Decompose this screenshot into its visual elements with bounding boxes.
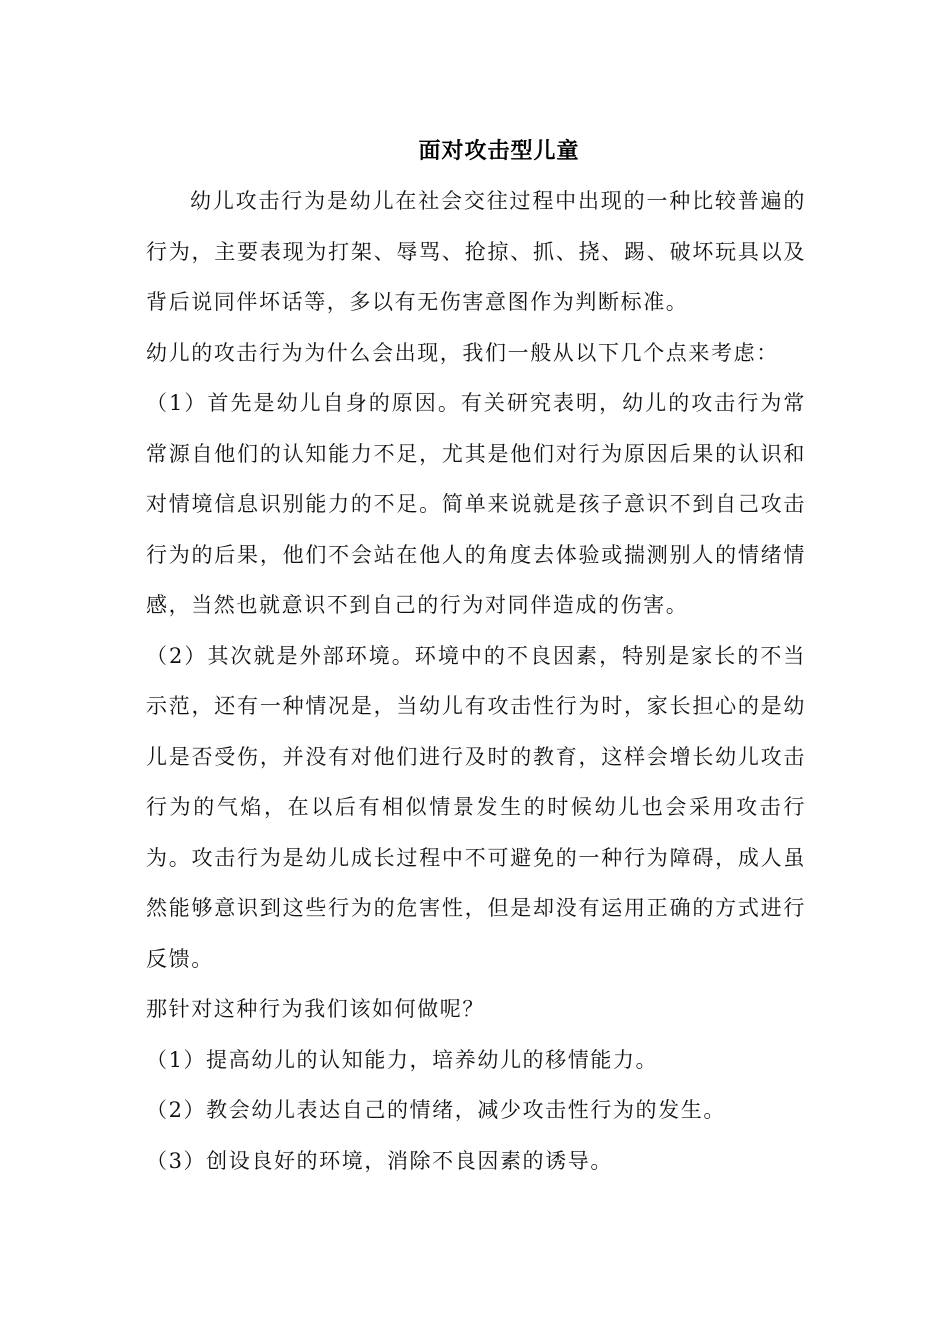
solution-2-paragraph: （2）教会幼儿表达自己的情绪，减少攻击性行为的发生。	[146, 1098, 726, 1122]
reason-2-paragraph: （2）其次就是外部环境。环境中的不良因素，特别是家长的不当示范，还有一种情况是，当幼儿有攻击性行为时，家长担心的是幼儿是否受伤，并没有对他们进行及时的教育，这样会增长幼儿攻击行为的气焰，在以后有相似情景发生的时候幼儿也会采用攻击行为。攻击行为是幼儿成长过程中不可避免的一种行为障碍，成人虽然能够意识到这些行为的危害性，但是却没有运用正确的方式进行反馈。	[146, 643, 806, 971]
document-body	[146, 176, 806, 1186]
solution-1-paragraph: （1）提高幼儿的认知能力，培养幼儿的移情能力。	[146, 1047, 659, 1072]
reason-1-paragraph: （1）首先是幼儿自身的原因。有关研究表明，幼儿的攻击行为常常源自他们的认知能力不足，尤其是他们对行为原因后果的认识和对情境信息识别能力的不足。简单来说就是孩子意识不到自己攻击行为的后果，他们不会站在他人的角度去体验或揣测别人的情绪情感，当然也就意识不到自己的行为对同伴造成的伤害。	[146, 391, 806, 617]
intro-paragraph: 幼儿攻击行为是幼儿在社会交往过程中出现的一种比较普遍的行为，主要表现为打架、辱骂、抢掠、抓、挠、踢、破坏玩具以及背后说同伴坏话等，多以有无伤害意图作为判断标准。	[146, 189, 806, 314]
question-paragraph: 幼儿的攻击行为为什么会出现，我们一般从以下几个点来考虑：	[146, 340, 779, 365]
solution-question-paragraph: 那针对这种行为我们该如何做呢？	[146, 997, 485, 1021]
document-title: 面对攻击型儿童	[418, 139, 580, 164]
solution-3-paragraph: （3）创设良好的环境，消除不良因素的诱导。	[146, 1148, 613, 1173]
